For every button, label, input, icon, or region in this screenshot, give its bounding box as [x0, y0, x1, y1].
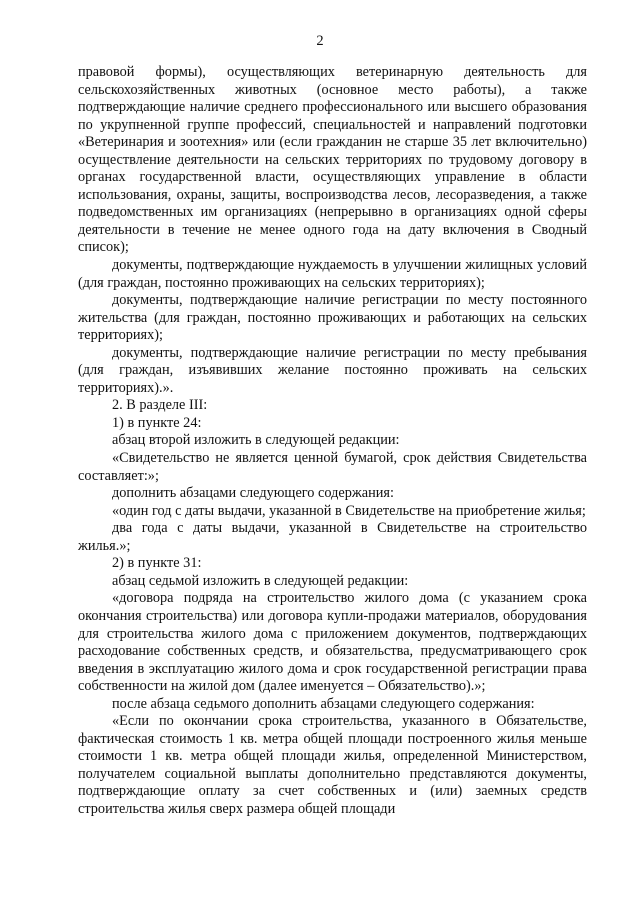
paragraph: два года с даты выдачи, указанной в Свидетельстве на строительство жилья.»;: [78, 520, 587, 554]
paragraph: «Если по окончании срока строительства, указанного в Обязательстве, фактическая стоимость 1 кв. метра общей площади построенного жилья меньше стоимости 1 кв. метра общей площади жилья, определенной Министерством, получателем социальной выплаты дополнительно представляются документы, подтверждающие оплату за счет собственных и (или) заемных средств строительства жилья сверх размера общей площади: [78, 713, 587, 817]
paragraph: «договора подряда на строительство жилого дома (с указанием срока окончания строительства) или договора купли-продажи материалов, оборудования для строительства жилого дома с приложением документов, подтверждающих расходование собственных средств, и обязательства, предусматривающего срок введения в эксплуатацию жилого дома и срок государственной регистрации права собственности на жилой дом (далее именуется – Обязательство).»;: [78, 590, 587, 695]
paragraph: «Свидетельство не является ценной бумагой, срок действия Свидетельства составляет:»;: [78, 450, 587, 484]
paragraph: 2. В разделе III:: [112, 397, 208, 414]
document-body: [78, 64, 587, 819]
paragraph: 2) в пункте 31:: [112, 555, 202, 572]
paragraph: «один год с даты выдачи, указанной в Свидетельстве на приобретение жилья;: [112, 502, 586, 519]
paragraph: документы, подтверждающие наличие регистрации по месту постоянного жительства (для граждан, постоянно проживающих и работающих на сельских территориях);: [78, 292, 587, 344]
paragraph: абзац второй изложить в следующей редакции:: [112, 432, 400, 449]
page-number: 2: [316, 33, 324, 49]
paragraph: документы, подтверждающие наличие регистрации по месту пребывания (для граждан, изъявивших желание постоянно проживать на сельских территориях).».: [78, 344, 587, 396]
paragraph: дополнить абзацами следующего содержания:: [112, 485, 394, 502]
paragraph: документы, подтверждающие нуждаемость в улучшении жилищных условий (для граждан, постоянно проживающих на сельских территориях);: [78, 257, 587, 291]
paragraph: абзац седьмой изложить в следующей редакции:: [112, 572, 409, 589]
paragraph: после абзаца седьмого дополнить абзацами следующего содержания:: [112, 695, 535, 712]
paragraph: 1) в пункте 24:: [112, 414, 202, 431]
paragraph: правовой формы), осуществляющих ветеринарную деятельность для сельскохозяйственных животных (основное место работы), а также подтверждающие наличие среднего профессионального или высшего образования по укрупненной группе профессий, специальностей и направлений подготовки «Ветеринария и зоотехния» или (если гражданин не старше 35 лет включительно) осуществление деятельности на сельских территориях по трудовому договору в органах государственной власти, осуществляющих управление в области использования, охраны, защиты, воспроизводства лесов, лесоразведения, а также подведомственных им организациях (непрерывно в организациях одной сферы деятельности в течение не менее одного года на дату включения в Сводный список);: [78, 64, 587, 256]
